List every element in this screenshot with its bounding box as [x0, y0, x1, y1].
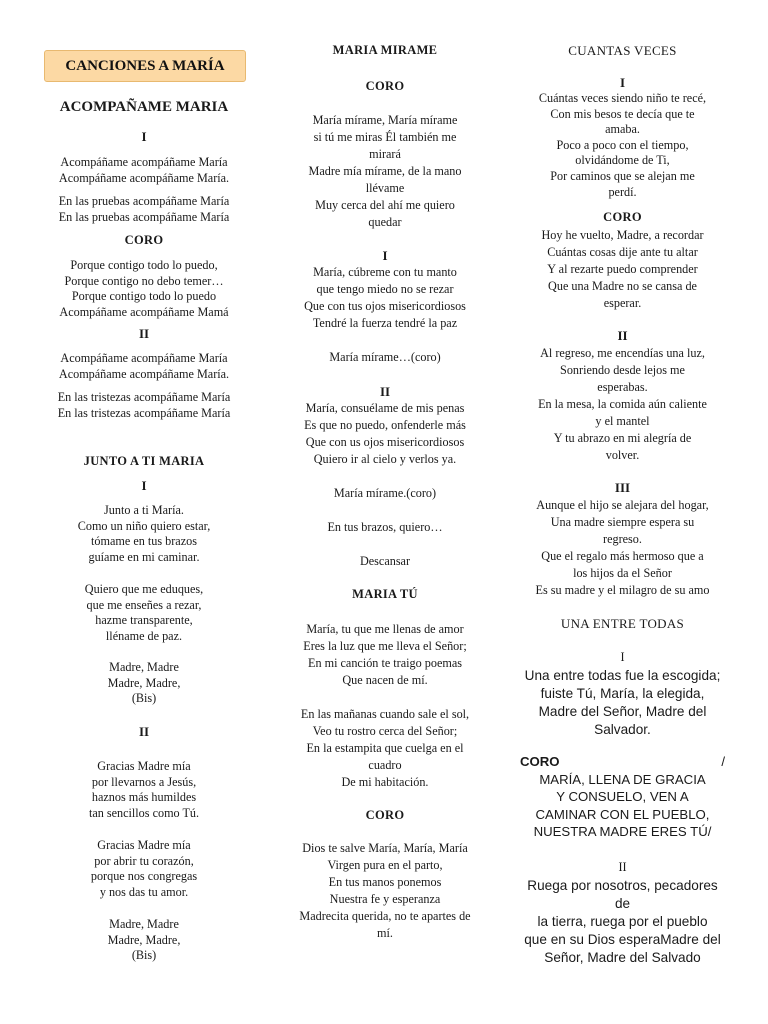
refrain-text: María mírame…(coro)	[329, 350, 441, 364]
verse-text: Al regreso, me encendías una luz, Sonriendo desde lejos me esperabas. En la mesa, la comida aún caliente y el mantel Y tu abrazo en mi alegría de volver.	[538, 346, 707, 462]
chorus-block	[520, 753, 725, 841]
verse-label: II	[138, 724, 150, 739]
verse-text: Ruega por nosotros, pecadores de la tierra, ruega por el pueblo que en su Dios esperaMadre del Señor, Madre del Salvado	[524, 878, 721, 965]
verse-text: Madre, Madre Madre, Madre, (Bis)	[107, 660, 181, 706]
song-title-acompaname: ACOMPAÑAME MARIA	[59, 99, 229, 115]
verse-label: III	[614, 480, 631, 495]
verse-label: I	[141, 129, 147, 144]
column-2	[280, 0, 490, 1024]
chorus-label: CORO	[124, 233, 164, 247]
song-title-una-entre-todas: UNA ENTRE TODAS	[560, 616, 685, 631]
chorus-label: CORO	[365, 808, 405, 822]
chorus-text: Porque contigo todo lo puedo, Porque contigo no debo temer… Porque contigo todo lo puedo Acompáñame acompáñame Mamá	[59, 258, 229, 319]
verse-label: II	[618, 860, 627, 874]
verse-label: II	[138, 326, 150, 341]
verse-text: Aunque el hijo se alejara del hogar, Una madre siempre espera su regreso. Que el regalo más hermoso que a los hijos da el Señor Es su madre y el milagro de su amo	[535, 498, 710, 597]
verse-text: En las mañanas cuando sale el sol, Veo tu rostro cerca del Señor; En la estampita que cuelga en el cuadro De mi habitación.	[300, 707, 470, 789]
chorus-text: Dios te salve María, María, María Virgen pura en el parto, En tus manos ponemos Nuestra fe y esperanza Madrecita querida, no te apartes de mí.	[299, 841, 471, 940]
song-title-maria-mirame: MARIA MIRAME	[332, 43, 438, 57]
refrain-text: María mírame.(coro)	[333, 486, 437, 500]
verse-text: Acompáñame acompáñame María Acompáñame acompáñame María.	[58, 155, 230, 185]
verse-label: I	[141, 478, 147, 493]
verse-text: Una entre todas fue la escogida; fuiste Tú, María, la elegida, Madre del Señor, Madre del Salvador.	[524, 668, 721, 737]
verse-text: Quiero que me eduques, que me enseñes a rezar, hazme transparente, lléname de paz.	[84, 582, 204, 643]
chorus-label: CORO	[603, 210, 642, 224]
column-1	[38, 0, 250, 1024]
verse-label: I	[382, 248, 388, 263]
song-title-maria-tu: MARIA TÚ	[352, 587, 418, 601]
verse-text: María, consuélame de mis penas Es que no puedo, onfenderle más Que con us ojos misericordiosos Quiero ir al cielo y verlos ya.	[304, 401, 466, 466]
verse-text: Gracias Madre mía por llevarnos a Jesús, haznos más humildes tan sencillos como Tú.	[88, 759, 200, 820]
chorus-label: CORO	[520, 754, 560, 769]
verse-text: En las pruebas acompáñame María En las pruebas acompáñame María	[58, 194, 230, 224]
verse-text: Gracias Madre mía por abrir tu corazón, porque nos congregas y nos das tu amor.	[90, 838, 198, 899]
verse-text: María, tu que me llenas de amor Eres la luz que me lleva el Señor; En mi canción te traigo poemas Que nacen de mí.	[303, 622, 467, 687]
verse-text: En tus brazos, quiero…	[327, 520, 443, 534]
verse-text: Junto a ti María. Como un niño quiero estar, tómame en tus brazos guíame en mi caminar.	[77, 503, 211, 564]
verse-text: Acompáñame acompáñame María Acompáñame acompáñame María.	[58, 351, 230, 381]
verse-text: En las tristezas acompáñame María En las tristezas acompáñame María	[57, 390, 231, 420]
chorus-text: MARÍA, LLENA DE GRACIA Y CONSUELO, VEN A CAMINAR CON EL PUEBLO, NUESTRA MADRE ERES TÚ/	[533, 771, 712, 839]
column-3	[520, 0, 725, 1024]
chorus-heading-row	[520, 753, 725, 771]
chorus-slash: /	[721, 754, 725, 769]
chorus-label: CORO	[365, 79, 405, 93]
song-title-junto-a-ti: JUNTO A TI MARIA	[83, 454, 205, 468]
verse-label: I	[620, 650, 625, 664]
chorus-text: Hoy he vuelto, Madre, a recordar Cuántas cosas dije ante tu altar Y al rezarte puedo comprender Que una Madre no se cansa de esperar.	[541, 228, 704, 310]
verse-label: I	[619, 75, 626, 90]
song-title-cuantas-veces: CUANTAS VECES	[568, 43, 677, 58]
verse-label: II	[617, 328, 628, 343]
verse-text: Descansar	[359, 554, 411, 568]
verse-label: II	[379, 384, 391, 399]
verse-text: Madre, Madre Madre, Madre, (Bis)	[107, 917, 181, 963]
chorus-text: María mírame, María mírame si tú me miras Él también me mirará Madre mía mírame, de la mano llévame Muy cerca del ahí me quiero quedar	[308, 113, 462, 229]
verse-text: Cuántas veces siendo niño te recé, Con mis besos te decía que te amaba. Poco a poco con el tiempo, olvidándome de Ti, Por caminos que se alejan me perdí.	[538, 91, 707, 199]
songbook-title-banner: CANCIONES A MARÍA	[44, 50, 246, 82]
verse-text: María, cúbreme con tu manto que tengo miedo no se rezar Que con tus ojos misericordiosos Tendré la fuerza tendré la paz	[304, 265, 466, 330]
